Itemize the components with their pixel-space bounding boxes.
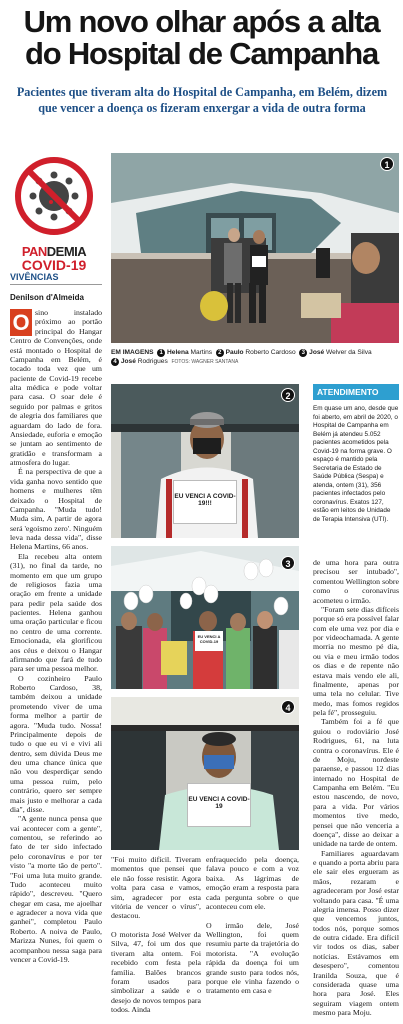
- no-virus-icon: [14, 156, 94, 236]
- photo-number-3: 3: [281, 556, 295, 570]
- article-paragraph: Familiares aguardavam e quando a porta abriu para ele sair eles ergueram as mãos, rezaram e agradeceram por José estar voltando para casa. "É uma alegria imensa. Posso dizer que vencemos juntos, todos nós, porque somos de outra cidade. Era difícil vir todos os dias, saber notícias. Estávamos em desespero", comentou Iranilda Souza, que é considerada quase uma hora para José. Eles seguiram viagem ontem mesmo para Moju.: [313, 848, 399, 1017]
- photo-caption: EM IMAGENS 1 Helena Martins 2 Paulo Roberto Cardoso 3 José Welver da Silva 4 José Rodrigues FOTOS: WAGNER SANTANA: [111, 349, 372, 365]
- article-column-1: [10, 308, 102, 1014]
- photo-number-4: 4: [281, 700, 295, 714]
- subhead: Pacientes que tiveram alta do Hospital de Campanha, em Belém, dizem que vencer a doença os fizeram enxergar a vida de outra forma: [16, 85, 388, 115]
- article-paragraph: Também foi a fé que guiou o rodoviário José Rodrigues, 61, na luta contra o coronavírus. Ele é de Moju, nordeste paraense, e passou 12 dias internado no Hospital de Campanha em Belém. "Eu estou nascendo, de novo, para a vida. Por vários momentos tive medo, pensei que não venceria a doença", disse ao deixar a unidade na tarde de ontem.: [313, 717, 399, 849]
- atendimento-box-text: Em quase um ano, desde que foi aberto, em abril de 2020, o Hospital de Campanha em Belém já atendeu 5.052 pacientes acometidos pela Covid-19 na forma grave. O espaço é mantido pela Secretaria de Estado de Saúde Pública (Sespa) e atenda, ontem (31), 356 pacientes infectados pelo coronavírus. Exatos 127, estão em leitos de Unidade de Terapia Intensiva (UTI).: [313, 405, 399, 523]
- divider: [10, 284, 102, 285]
- author-byline: Denilson d'Almeida: [10, 293, 84, 302]
- article-column-2: [111, 855, 201, 1015]
- article-paragraph: "A gente nunca pensa que vai acontecer com a gente", comentou, se referindo ao fato de ter sido infectado pelo coronavírus e por ter visto "a morte tão de perto". "Foi uma luta muito grande. Tudo aconteceu muito rápido", descreveu. "Quero chegar em casa, me ajoelhar e agradecer a nova vida que ganhei", completou Paulo Roberto. A noiva de Paulo, Marizza Nunes, foi quem o acompanhou nessa saga para vencer a Covid-19.: [10, 814, 102, 964]
- headline: Um novo olhar após a alta do Hospital de Campanha: [23, 4, 380, 71]
- article-column-3: [206, 855, 299, 1015]
- photo-jose-rodrigues: [111, 697, 299, 850]
- logo-text: PANDEMIA: [21, 244, 87, 259]
- article-paragraph: Ela recebeu alta ontem (31), no final da tarde, no momento em que um grupo de religiosos fazia uma oração em frente a unidade para pedir pela saúde dos pacientes. Helena ganhou uma oração particular e ficou no centro de uma corrente. Emocionada, ela glorificou aos céus e deixou o Hangar afirmando que fará de tudo para ser uma pessoa melhor.: [10, 551, 102, 674]
- pandemia-logo: [14, 156, 94, 273]
- article-paragraph: "Foram sete dias difíceis porque só era possível falar com ele uma vez por dia e por videochamada. A gente morria no mesmo pé dia, ou via e meu irmão todos os dias e de repente não estava mais vendo ele ali, finalmente, apenas por uma tela no celular. Tive medo, mas fomos regidos pela fé", prosseguiu.: [313, 604, 399, 717]
- photo-paulo-roberto-cardoso: [111, 384, 299, 538]
- article-paragraph: de uma hora para outra precisou ser intubado", comentou Wellington sobre como o coronavírus acometeu o irmão.: [313, 558, 399, 605]
- sign-eu-venci: EU VENCI A COVID-19: [195, 631, 223, 651]
- photo-helena-martins: [111, 153, 399, 343]
- photo-number-1: 1: [380, 157, 394, 171]
- sign-eu-venci: EU VENCI A COVID-19: [187, 783, 251, 827]
- logo-covid: COVID-19: [21, 257, 87, 273]
- photo-number-2: 2: [281, 388, 295, 402]
- photo-jose-welver-da-silva: [111, 546, 299, 689]
- article-column-4: [313, 558, 399, 1016]
- article-paragraph: "Foi muito difícil. Tiveram momentos que pensei que ele não fosse resistir. Agora volta para casa e vamos, sim, agradecer por esta vitória de vencer o vírus", destacou. O motorista José Welver da Silva, 47, foi um dos que tiveram alta ontem. Foi recebido com festa pela família. Balões brancos foram usados para simbolizar a saúde e o desejo de novos tempos para todos. Ainda: [111, 855, 201, 1014]
- article-paragraph: O sino instalado próximo ao portão principal do Hangar Centro de Convenções, onde está montado o Hospital de Campanha em Belém, é tocado toda vez que um paciente de Covid-19 recebe alta médica e pode voltar para casa. O soar dele é seguido por palmas e gritos de alegria dos familiares que aguardam do lado de fora. Ansiedade, euforia e emoção se juntam ao sentimento de gratidão e transformam a atmosfera do lugar.: [10, 308, 102, 467]
- article-paragraph: É na perspectiva de que a vida ganha novo sentido que homens e mulheres têm deixado o Hospital de Campanha. "Muda tudo! Muda sim, A partir de agora será 'egoísmo zero'. Ninguém leva nada dessa vida", disse Helena Martins, 66 anos.: [10, 467, 103, 552]
- atendimento-box-title: ATENDIMENTO: [313, 384, 399, 400]
- drop-cap: O: [10, 309, 32, 336]
- article-paragraph: O cozinheiro Paulo Roberto Cardoso, 38, também deixou a unidade prometendo viver de uma forma melhor a partir de agora. "Muda tudo. Nossa! Principalmente depois de tudo o que eu vi e vivi ali dentro, sem dúvida Deus me deu uma chance única que não vou desperdiçar sendo uma pessoa ruim, pelo contrário, quero ser sempre mais justo e melhorar a cada dia", disse.: [10, 673, 102, 814]
- article-paragraph: enfraquecido pela doença, falava pouco e com a voz baixa. As lágrimas de emoção eram a resposta para cada pergunta sobre o que aconteceu com ele. O irmão dele, José Wellington, foi quem resumiu parte da trajetória do motorista. "A evolução rápida da doença foi um grande susto para todos nós, porque ele vinha fazendo o tratamento em casa e: [206, 855, 299, 996]
- sign-eu-venci: EU VENCI A COVID-19!!!: [173, 480, 237, 524]
- section-label: VIVÊNCIAS: [10, 272, 59, 282]
